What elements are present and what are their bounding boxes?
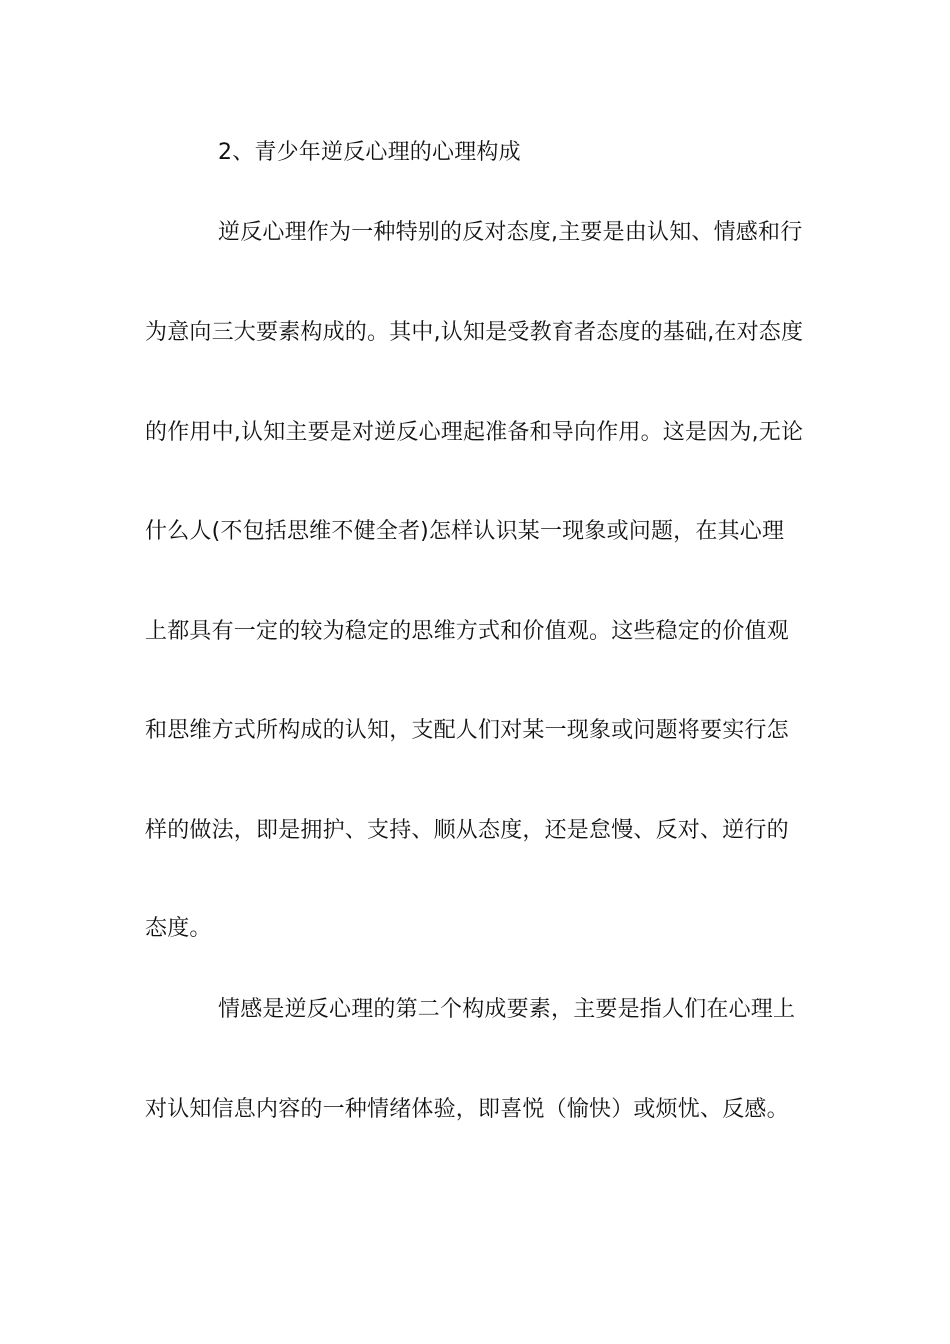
paragraph-line: 样的做法，即是拥护、支持、顺从态度，还是怠慢、反对、逆行的 [145,818,789,843]
paragraph-line: 和思维方式所构成的认知，支配人们对某一现象或问题将要实行怎 [145,718,789,743]
paragraph-line: 态度。 [145,916,212,941]
paragraph-line: 情感是逆反心理的第二个构成要素，主要是指人们在心理上 [218,997,796,1022]
paragraph-line: 为意向三大要素构成的。其中,认知是受教育者态度的基础,在对态度 [145,320,804,345]
paragraph-line: 的作用中,认知主要是对逆反心理起准备和导向作用。这是因为,无论 [145,420,804,445]
paragraph-line: 上都具有一定的较为稳定的思维方式和价值观。这些稳定的价值观 [145,619,789,644]
paragraph-line: 逆反心理作为一种特别的反对态度,主要是由认知、情感和行 [218,220,803,245]
paragraph-line: 什么人(不包括思维不健全者)怎样认识某一现象或问题，在其心理 [145,519,785,544]
paragraph-line: 对认知信息内容的一种情绪体验，即喜悦（愉快）或烦忧、反感。 [145,1097,789,1122]
section-heading: 2、青少年逆反心理的心理构成 [218,140,521,165]
